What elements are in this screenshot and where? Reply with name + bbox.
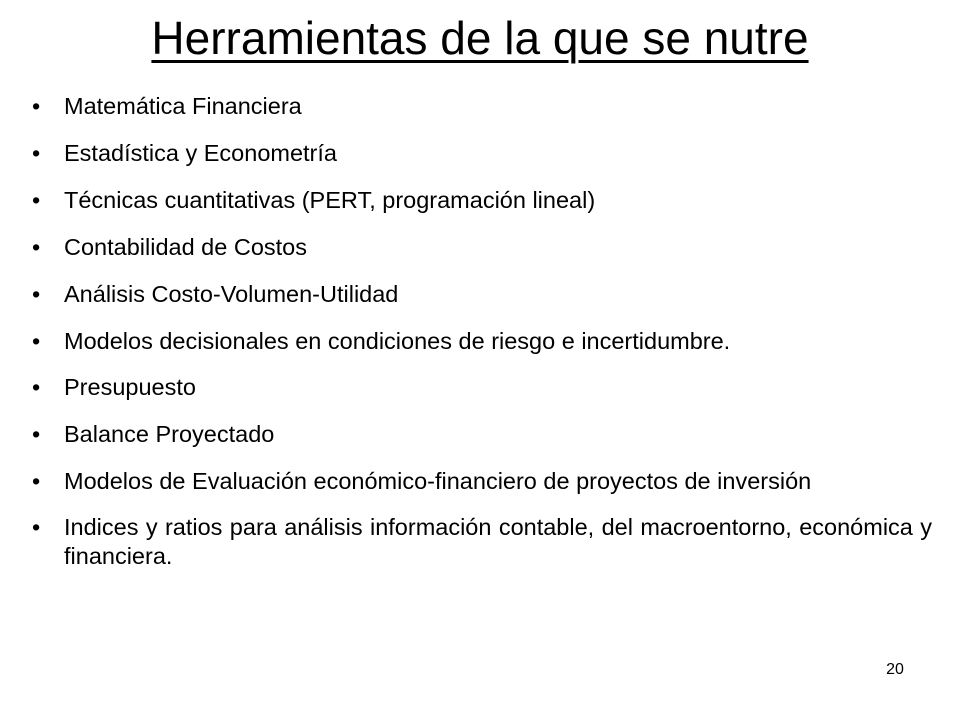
list-item-text: Contabilidad de Costos xyxy=(64,234,307,260)
list-item xyxy=(32,280,932,309)
list-item xyxy=(32,139,932,168)
list-item-text: Técnicas cuantitativas (PERT, programación lineal) xyxy=(64,187,596,213)
bullet-list xyxy=(32,92,932,588)
slide-title: Herramientas de la que se nutre xyxy=(151,12,809,64)
list-item xyxy=(32,327,932,356)
list-item xyxy=(32,467,932,496)
page-number: 20 xyxy=(886,661,904,678)
list-item xyxy=(32,92,932,121)
bullet-icon: • xyxy=(32,140,41,166)
bullet-icon: • xyxy=(32,234,41,260)
bullet-icon: • xyxy=(32,281,41,307)
list-item-text: Modelos de Evaluación económico-financiero de proyectos de inversión xyxy=(64,468,812,494)
list-item-text: Modelos decisionales en condiciones de riesgo e incertidumbre. xyxy=(64,328,731,354)
list-item-text: Presupuesto xyxy=(64,374,196,400)
bullet-icon: • xyxy=(32,421,41,447)
bullet-icon: • xyxy=(32,514,41,540)
list-item-text: Indices y ratios para análisis información contable, del macroentorno, económica y financiera. xyxy=(64,514,932,569)
list-item-text: Análisis Costo-Volumen-Utilidad xyxy=(64,281,399,307)
list-item xyxy=(32,373,932,402)
list-item xyxy=(32,186,932,215)
list-item xyxy=(32,420,932,449)
list-item-text: Estadística y Econometría xyxy=(64,140,337,166)
bullet-icon: • xyxy=(32,93,41,119)
bullet-icon: • xyxy=(32,187,41,213)
bullet-icon: • xyxy=(32,468,41,494)
list-item-text: Balance Proyectado xyxy=(64,421,275,447)
bullet-icon: • xyxy=(32,374,41,400)
list-item xyxy=(32,513,932,571)
list-item-text: Matemática Financiera xyxy=(64,93,302,119)
list-item xyxy=(32,233,932,262)
bullet-icon: • xyxy=(32,328,41,354)
